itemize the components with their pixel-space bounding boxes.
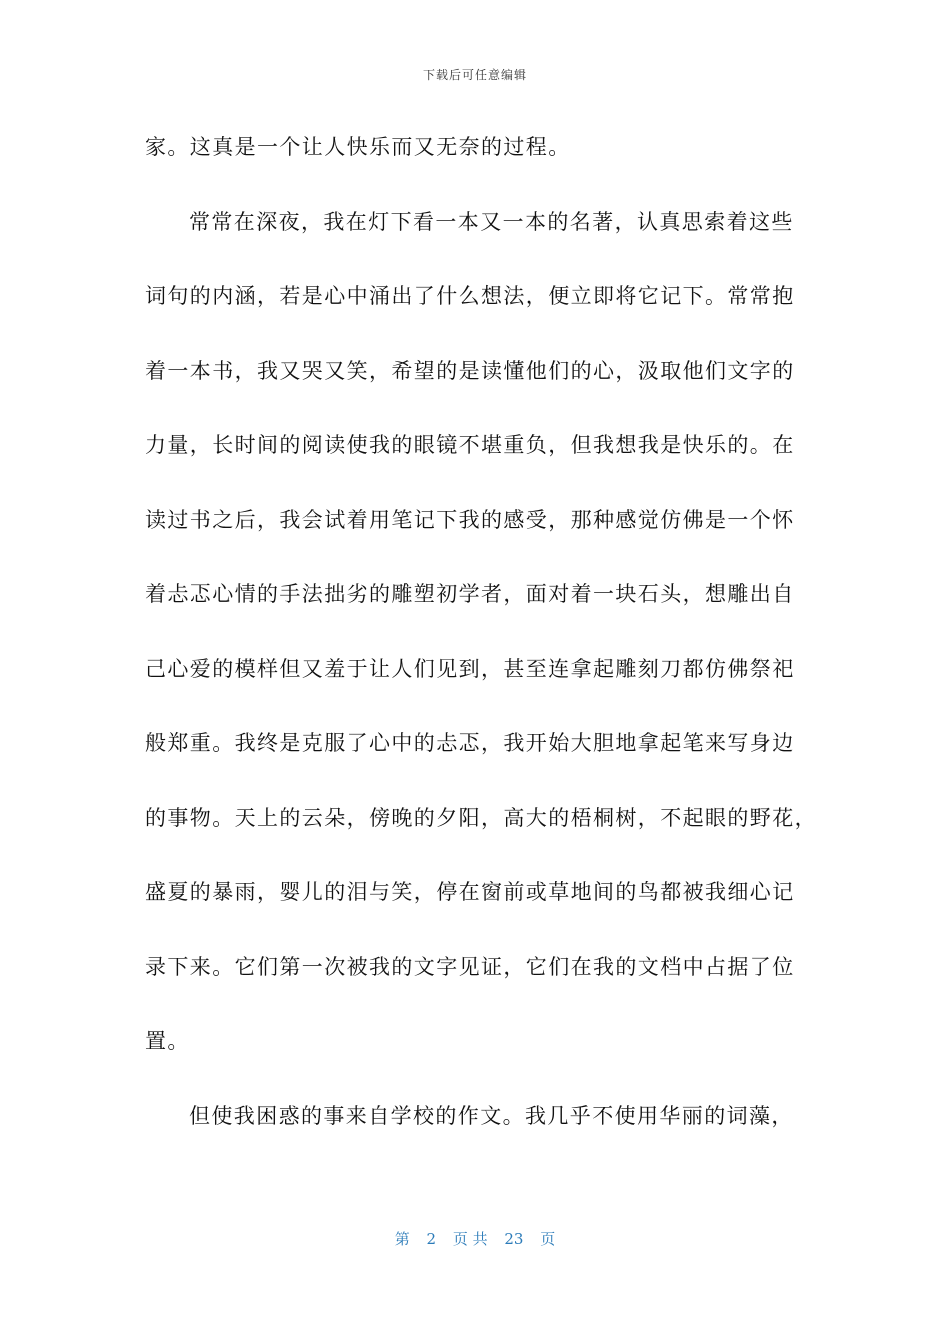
footer-prefix: 第 <box>394 1230 410 1248</box>
text-line: 但使我困惑的事来自学校的作文。我几乎不使用华丽的词藻， <box>189 1103 794 1128</box>
text-line: 置。 <box>145 1029 190 1053</box>
text-line: 的事物。天上的云朵，傍晚的夕阳，高大的梧桐树，不起眼的野花， <box>145 805 817 830</box>
footer-suffix: 页 <box>540 1230 556 1248</box>
text-line: 般郑重。我终是克服了心中的忐忑，我开始大胆地拿起笔来写身边 <box>145 731 795 755</box>
total-page-count: 23 <box>504 1230 524 1248</box>
text-line: 读过书之后，我会试着用笔记下我的感受，那种感觉仿佛是一个怀 <box>145 507 795 532</box>
footer-middle: 页 共 <box>452 1230 488 1248</box>
text-line: 常常在深夜，我在灯下看一本又一本的名著，认真思索着这些 <box>189 209 794 234</box>
current-page-number: 2 <box>426 1230 437 1248</box>
text-line: 着忐忑心情的手法拙劣的雕塑初学者，面对着一块石头，想雕出自 <box>145 582 795 606</box>
page-header: 下载后可任意编辑 <box>422 68 527 82</box>
text-line: 着一本书，我又哭又笑，希望的是读懂他们的心，汲取他们文字的 <box>145 358 795 383</box>
page-footer <box>0 1228 950 1249</box>
text-line: 词句的内涵，若是心中涌出了什么想法，便立即将它记下。常常抱 <box>145 284 795 308</box>
text-line: 录下来。它们第一次被我的文字见证，它们在我的文档中占据了位 <box>145 954 795 979</box>
text-line: 家。这真是一个让人快乐而又无奈的过程。 <box>145 135 571 159</box>
document-body <box>145 127 817 1170</box>
text-line: 己心爱的模样但又羞于让人们见到，甚至连拿起雕刻刀都仿佛祭祀 <box>145 656 795 681</box>
text-line: 力量，长时间的阅读使我的眼镜不堪重负，但我想我是快乐的。在 <box>145 433 795 457</box>
text-line: 盛夏的暴雨，婴儿的泪与笑，停在窗前或草地间的鸟都被我细心记 <box>145 880 795 904</box>
